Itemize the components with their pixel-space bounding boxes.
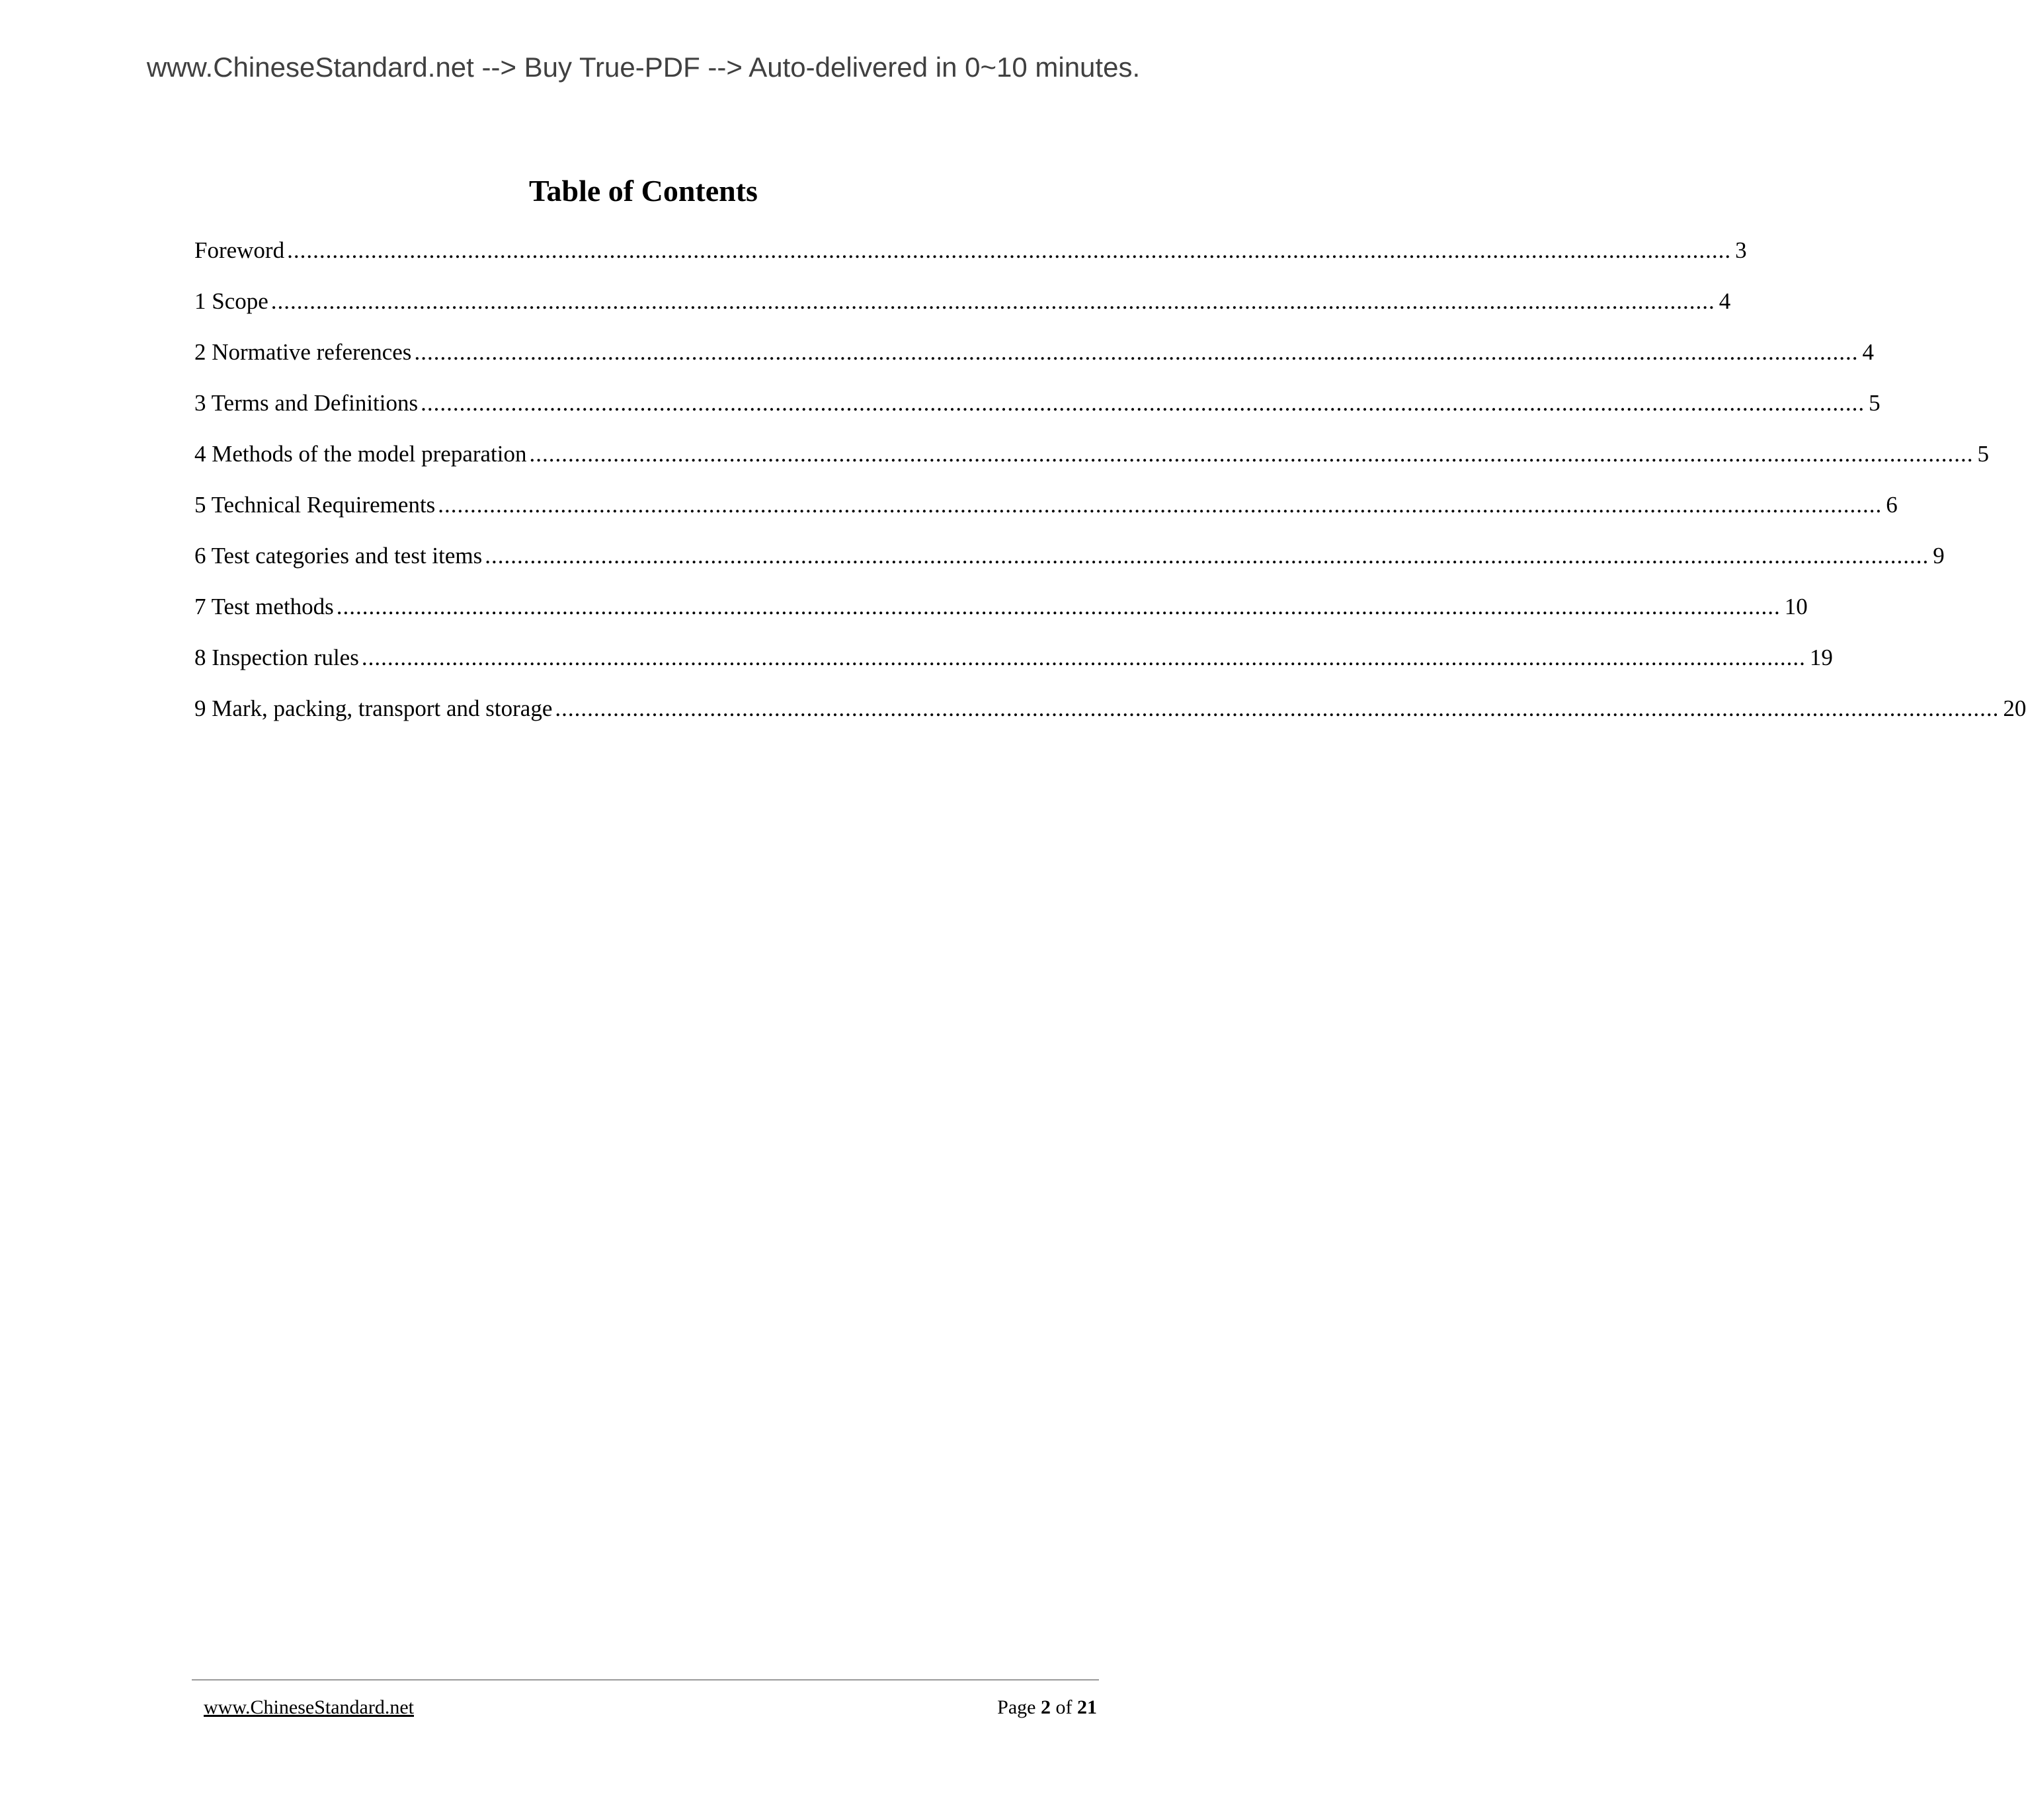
current-page-number: 2	[1041, 1696, 1051, 1718]
toc-entry-inspection-rules[interactable]	[194, 641, 1833, 692]
toc-entry-page: 10	[1784, 594, 1808, 619]
toc-entry-page: 19	[1809, 645, 1833, 670]
dot-leader: ................................................................................................................................................................................................................................	[414, 339, 1859, 365]
dot-leader: ................................................................................................................................................................................................................................	[336, 594, 1781, 619]
toc-entry-terms-and-definitions[interactable]	[194, 387, 1881, 438]
footer-divider	[192, 1679, 1099, 1681]
dot-leader: ................................................................................................................................................................................................................................	[421, 390, 1865, 416]
toc-entry-page: 4	[1862, 339, 1874, 365]
page-indicator	[997, 1696, 1097, 1719]
dot-leader: ................................................................................................................................................................................................................................	[287, 237, 1732, 263]
dot-leader: ................................................................................................................................................................................................................................	[361, 645, 1806, 670]
dot-leader: ................................................................................................................................................................................................................................	[485, 543, 1929, 569]
toc-entry-label: 9 Mark, packing, transport and storage	[194, 695, 553, 721]
dot-leader: ................................................................................................................................................................................................................................	[555, 695, 2000, 721]
toc-entry-technical-requirements[interactable]	[194, 489, 1898, 539]
toc-entry-page: 4	[1719, 288, 1731, 314]
toc-entry-test-categories[interactable]	[194, 539, 1945, 590]
toc-entry-page: 5	[1869, 390, 1881, 416]
dot-leader: ................................................................................................................................................................................................................................	[529, 441, 1974, 467]
toc-entry-label: 2 Normative references	[194, 339, 412, 365]
footer-website-link[interactable]: www.ChineseStandard.net	[204, 1696, 414, 1718]
toc-entry-foreword[interactable]	[194, 234, 1747, 285]
toc-entry-label: 8 Inspection rules	[194, 645, 359, 670]
toc-entry-scope[interactable]	[194, 285, 1731, 336]
toc-entry-page: 9	[1933, 543, 1945, 569]
toc-entry-label: Foreword	[194, 237, 285, 263]
page-title: Table of Contents	[529, 174, 758, 208]
toc-entry-normative-references[interactable]	[194, 336, 1874, 387]
toc-entry-label: 3 Terms and Definitions	[194, 390, 419, 416]
toc-entry-label: 1 Scope	[194, 288, 268, 314]
toc-list	[194, 234, 2026, 743]
toc-entry-page: 3	[1735, 237, 1747, 263]
dot-leader: ................................................................................................................................................................................................................................	[270, 288, 1715, 314]
toc-entry-page: 20	[2003, 695, 2026, 721]
toc-entry-page: 6	[1886, 492, 1898, 518]
toc-entry-mark-packing[interactable]	[194, 692, 2026, 743]
promo-banner: www.ChineseStandard.net --> Buy True-PDF --> Auto-delivered in 0~10 minutes.	[146, 52, 1141, 83]
toc-entry-label: 4 Methods of the model preparation	[194, 441, 527, 467]
page-separator: of	[1055, 1696, 1073, 1718]
toc-entry-label: 7 Test methods	[194, 594, 334, 619]
toc-entry-label: 5 Technical Requirements	[194, 492, 436, 518]
page-prefix: Page	[997, 1696, 1036, 1718]
dot-leader: ................................................................................................................................................................................................................................	[438, 492, 1883, 518]
toc-entry-test-methods[interactable]	[194, 590, 1808, 641]
toc-entry-model-preparation[interactable]	[194, 438, 1990, 489]
toc-entry-label: 6 Test categories and test items	[194, 543, 483, 569]
toc-entry-page: 5	[1977, 441, 1990, 467]
total-pages: 21	[1077, 1696, 1097, 1718]
